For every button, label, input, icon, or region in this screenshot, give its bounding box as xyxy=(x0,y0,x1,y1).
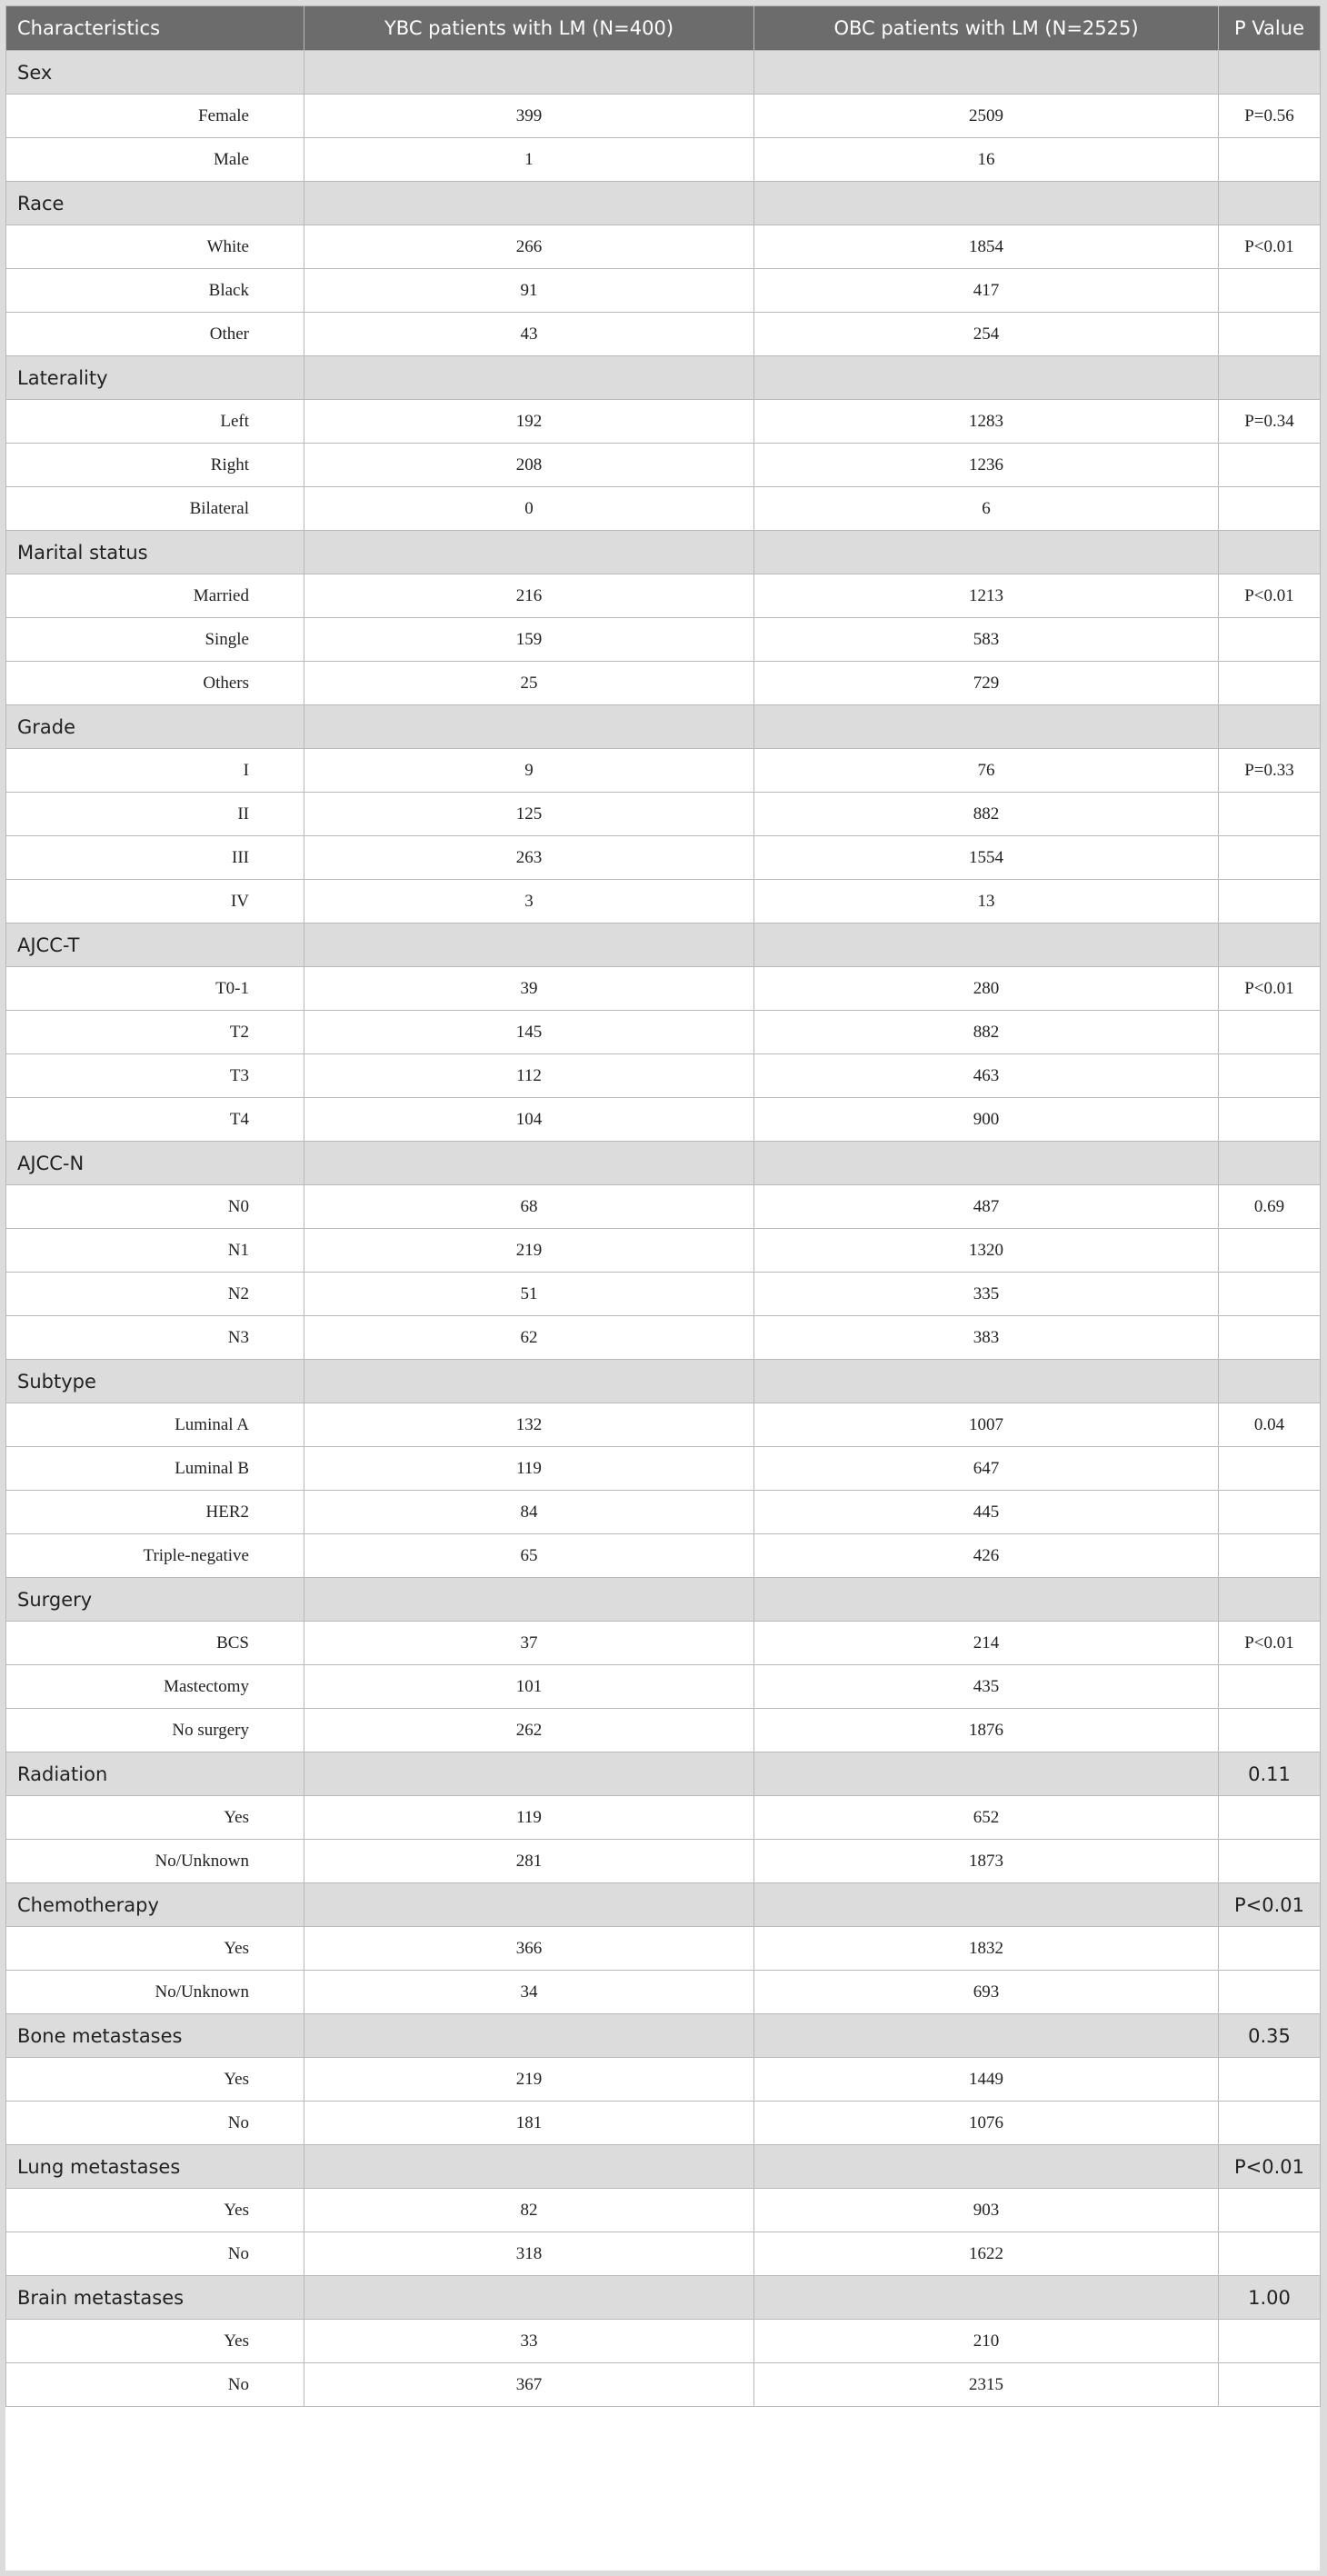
row-label: Others xyxy=(6,662,304,705)
table-row xyxy=(6,1185,1321,1229)
category-row xyxy=(6,2276,1321,2320)
ybc-value: 266 xyxy=(304,225,754,269)
category-pvalue xyxy=(1219,356,1321,400)
category-ybc-cell xyxy=(304,1752,754,1796)
category-row xyxy=(6,356,1321,400)
table-row xyxy=(6,1491,1321,1534)
p-value xyxy=(1219,1971,1321,2014)
table-row xyxy=(6,1622,1321,1665)
table-row xyxy=(6,313,1321,356)
category-obc-cell xyxy=(754,356,1219,400)
category-obc-cell xyxy=(754,2276,1219,2320)
table-row xyxy=(6,1011,1321,1054)
table-row xyxy=(6,2232,1321,2276)
category-ybc-cell xyxy=(304,1142,754,1185)
category-label: Subtype xyxy=(6,1360,304,1403)
row-label: Other xyxy=(6,313,304,356)
row-label: N3 xyxy=(6,1316,304,1360)
table-row xyxy=(6,618,1321,662)
row-label: T4 xyxy=(6,1098,304,1142)
category-ybc-cell xyxy=(304,2145,754,2189)
obc-value: 1622 xyxy=(754,2232,1219,2276)
row-label: Yes xyxy=(6,2058,304,2102)
table-row xyxy=(6,1403,1321,1447)
row-label: Yes xyxy=(6,1796,304,1840)
category-label: Radiation xyxy=(6,1752,304,1796)
ybc-value: 145 xyxy=(304,1011,754,1054)
row-label: Black xyxy=(6,269,304,313)
table-row xyxy=(6,2320,1321,2363)
category-label: Sex xyxy=(6,51,304,95)
table-container xyxy=(5,5,1320,2571)
p-value xyxy=(1219,618,1321,662)
category-row xyxy=(6,51,1321,95)
category-row xyxy=(6,1578,1321,1622)
table-row xyxy=(6,225,1321,269)
header-characteristics: Characteristics xyxy=(6,6,304,51)
p-value xyxy=(1219,1011,1321,1054)
table-row xyxy=(6,793,1321,836)
p-value xyxy=(1219,1927,1321,1971)
ybc-value: 318 xyxy=(304,2232,754,2276)
category-pvalue: 0.11 xyxy=(1219,1752,1321,1796)
category-pvalue: P<0.01 xyxy=(1219,1883,1321,1927)
obc-value: 1320 xyxy=(754,1229,1219,1273)
row-label: II xyxy=(6,793,304,836)
category-label: Race xyxy=(6,182,304,225)
ybc-value: 262 xyxy=(304,1709,754,1752)
obc-value: 254 xyxy=(754,313,1219,356)
obc-value: 729 xyxy=(754,662,1219,705)
category-obc-cell xyxy=(754,182,1219,225)
obc-value: 435 xyxy=(754,1665,1219,1709)
table-row xyxy=(6,1971,1321,2014)
category-row xyxy=(6,1360,1321,1403)
row-label: White xyxy=(6,225,304,269)
p-value: P<0.01 xyxy=(1219,225,1321,269)
obc-value: 693 xyxy=(754,1971,1219,2014)
table-row xyxy=(6,1447,1321,1491)
category-row xyxy=(6,2014,1321,2058)
row-label: Married xyxy=(6,574,304,618)
table-row xyxy=(6,1927,1321,1971)
category-obc-cell xyxy=(754,531,1219,574)
p-value: P<0.01 xyxy=(1219,967,1321,1011)
p-value xyxy=(1219,2232,1321,2276)
p-value xyxy=(1219,1840,1321,1883)
obc-value: 882 xyxy=(754,793,1219,836)
table-row xyxy=(6,2363,1321,2407)
obc-value: 1873 xyxy=(754,1840,1219,1883)
p-value xyxy=(1219,2189,1321,2232)
table-row xyxy=(6,2189,1321,2232)
p-value xyxy=(1219,1229,1321,1273)
table-row xyxy=(6,1709,1321,1752)
category-obc-cell xyxy=(754,705,1219,749)
table-row xyxy=(6,967,1321,1011)
table-row xyxy=(6,269,1321,313)
obc-value: 335 xyxy=(754,1273,1219,1316)
category-row xyxy=(6,2145,1321,2189)
category-ybc-cell xyxy=(304,1360,754,1403)
category-pvalue xyxy=(1219,1360,1321,1403)
obc-value: 417 xyxy=(754,269,1219,313)
row-label: Luminal B xyxy=(6,1447,304,1491)
obc-value: 900 xyxy=(754,1098,1219,1142)
category-obc-cell xyxy=(754,2014,1219,2058)
category-obc-cell xyxy=(754,1883,1219,1927)
ybc-value: 51 xyxy=(304,1273,754,1316)
row-label: No xyxy=(6,2363,304,2407)
category-label: AJCC-N xyxy=(6,1142,304,1185)
p-value xyxy=(1219,793,1321,836)
row-label: BCS xyxy=(6,1622,304,1665)
table-row xyxy=(6,95,1321,138)
p-value xyxy=(1219,1316,1321,1360)
ybc-value: 216 xyxy=(304,574,754,618)
obc-value: 16 xyxy=(754,138,1219,182)
ybc-value: 159 xyxy=(304,618,754,662)
ybc-value: 208 xyxy=(304,444,754,487)
row-label: No surgery xyxy=(6,1709,304,1752)
table-row xyxy=(6,836,1321,880)
category-row xyxy=(6,182,1321,225)
table-row xyxy=(6,1796,1321,1840)
category-row xyxy=(6,924,1321,967)
category-pvalue: 0.35 xyxy=(1219,2014,1321,2058)
obc-value: 1854 xyxy=(754,225,1219,269)
p-value xyxy=(1219,269,1321,313)
category-ybc-cell xyxy=(304,924,754,967)
p-value: P=0.33 xyxy=(1219,749,1321,793)
ybc-value: 37 xyxy=(304,1622,754,1665)
obc-value: 1876 xyxy=(754,1709,1219,1752)
ybc-value: 33 xyxy=(304,2320,754,2363)
obc-value: 1213 xyxy=(754,574,1219,618)
ybc-value: 181 xyxy=(304,2102,754,2145)
category-pvalue xyxy=(1219,531,1321,574)
obc-value: 463 xyxy=(754,1054,1219,1098)
row-label: T0-1 xyxy=(6,967,304,1011)
table-row xyxy=(6,662,1321,705)
p-value: P=0.56 xyxy=(1219,95,1321,138)
category-obc-cell xyxy=(754,2145,1219,2189)
category-ybc-cell xyxy=(304,531,754,574)
table-row xyxy=(6,1273,1321,1316)
category-pvalue xyxy=(1219,705,1321,749)
ybc-value: 34 xyxy=(304,1971,754,2014)
category-ybc-cell xyxy=(304,356,754,400)
category-label: AJCC-T xyxy=(6,924,304,967)
row-label: IV xyxy=(6,880,304,924)
obc-value: 426 xyxy=(754,1534,1219,1578)
category-label: Surgery xyxy=(6,1578,304,1622)
row-label: Bilateral xyxy=(6,487,304,531)
row-label: Right xyxy=(6,444,304,487)
p-value xyxy=(1219,1491,1321,1534)
category-label: Laterality xyxy=(6,356,304,400)
category-ybc-cell xyxy=(304,2276,754,2320)
obc-value: 2509 xyxy=(754,95,1219,138)
ybc-value: 65 xyxy=(304,1534,754,1578)
header-ybc: YBC patients with LM (N=400) xyxy=(304,6,754,51)
row-label: N0 xyxy=(6,1185,304,1229)
obc-value: 583 xyxy=(754,618,1219,662)
p-value: P<0.01 xyxy=(1219,1622,1321,1665)
ybc-value: 281 xyxy=(304,1840,754,1883)
obc-value: 647 xyxy=(754,1447,1219,1491)
table-row xyxy=(6,2058,1321,2102)
category-ybc-cell xyxy=(304,2014,754,2058)
table-row xyxy=(6,487,1321,531)
ybc-value: 43 xyxy=(304,313,754,356)
category-ybc-cell xyxy=(304,1883,754,1927)
characteristics-table xyxy=(5,5,1321,2407)
ybc-value: 132 xyxy=(304,1403,754,1447)
row-label: Triple-negative xyxy=(6,1534,304,1578)
category-obc-cell xyxy=(754,1142,1219,1185)
p-value xyxy=(1219,444,1321,487)
obc-value: 2315 xyxy=(754,2363,1219,2407)
table-row xyxy=(6,1665,1321,1709)
category-ybc-cell xyxy=(304,1578,754,1622)
ybc-value: 68 xyxy=(304,1185,754,1229)
row-label: Mastectomy xyxy=(6,1665,304,1709)
row-label: T2 xyxy=(6,1011,304,1054)
ybc-value: 263 xyxy=(304,836,754,880)
p-value xyxy=(1219,1447,1321,1491)
obc-value: 13 xyxy=(754,880,1219,924)
ybc-value: 399 xyxy=(304,95,754,138)
ybc-value: 82 xyxy=(304,2189,754,2232)
obc-value: 1076 xyxy=(754,2102,1219,2145)
table-row xyxy=(6,1316,1321,1360)
category-pvalue xyxy=(1219,182,1321,225)
obc-value: 1832 xyxy=(754,1927,1219,1971)
table-row xyxy=(6,1534,1321,1578)
header-obc: OBC patients with LM (N=2525) xyxy=(754,6,1219,51)
category-pvalue xyxy=(1219,51,1321,95)
row-label: HER2 xyxy=(6,1491,304,1534)
category-row xyxy=(6,531,1321,574)
ybc-value: 192 xyxy=(304,400,754,444)
table-row xyxy=(6,574,1321,618)
category-label: Grade xyxy=(6,705,304,749)
table-row xyxy=(6,1054,1321,1098)
obc-value: 1007 xyxy=(754,1403,1219,1447)
ybc-value: 101 xyxy=(304,1665,754,1709)
row-label: Female xyxy=(6,95,304,138)
category-label: Chemotherapy xyxy=(6,1883,304,1927)
table-row xyxy=(6,444,1321,487)
table-row xyxy=(6,2102,1321,2145)
obc-value: 882 xyxy=(754,1011,1219,1054)
obc-value: 1449 xyxy=(754,2058,1219,2102)
p-value xyxy=(1219,880,1321,924)
category-ybc-cell xyxy=(304,182,754,225)
ybc-value: 119 xyxy=(304,1447,754,1491)
category-pvalue: 1.00 xyxy=(1219,2276,1321,2320)
obc-value: 210 xyxy=(754,2320,1219,2363)
p-value xyxy=(1219,836,1321,880)
ybc-value: 125 xyxy=(304,793,754,836)
p-value xyxy=(1219,1098,1321,1142)
category-obc-cell xyxy=(754,924,1219,967)
obc-value: 903 xyxy=(754,2189,1219,2232)
category-ybc-cell xyxy=(304,705,754,749)
category-pvalue xyxy=(1219,1142,1321,1185)
p-value xyxy=(1219,1054,1321,1098)
ybc-value: 84 xyxy=(304,1491,754,1534)
ybc-value: 219 xyxy=(304,2058,754,2102)
row-label: No xyxy=(6,2232,304,2276)
category-pvalue xyxy=(1219,1578,1321,1622)
table-row xyxy=(6,400,1321,444)
obc-value: 214 xyxy=(754,1622,1219,1665)
obc-value: 1283 xyxy=(754,400,1219,444)
table-row xyxy=(6,138,1321,182)
obc-value: 1554 xyxy=(754,836,1219,880)
obc-value: 6 xyxy=(754,487,1219,531)
obc-value: 487 xyxy=(754,1185,1219,1229)
obc-value: 652 xyxy=(754,1796,1219,1840)
row-label: Yes xyxy=(6,1927,304,1971)
row-label: I xyxy=(6,749,304,793)
table-row xyxy=(6,749,1321,793)
row-label: Yes xyxy=(6,2320,304,2363)
table-body xyxy=(6,51,1321,2407)
table-row xyxy=(6,1840,1321,1883)
ybc-value: 91 xyxy=(304,269,754,313)
p-value xyxy=(1219,1709,1321,1752)
ybc-value: 0 xyxy=(304,487,754,531)
p-value xyxy=(1219,1796,1321,1840)
ybc-value: 366 xyxy=(304,1927,754,1971)
p-value xyxy=(1219,1273,1321,1316)
obc-value: 76 xyxy=(754,749,1219,793)
ybc-value: 9 xyxy=(304,749,754,793)
p-value xyxy=(1219,1665,1321,1709)
p-value xyxy=(1219,2102,1321,2145)
category-obc-cell xyxy=(754,1752,1219,1796)
category-obc-cell xyxy=(754,1578,1219,1622)
table-row xyxy=(6,1098,1321,1142)
p-value xyxy=(1219,313,1321,356)
row-label: N1 xyxy=(6,1229,304,1273)
ybc-value: 3 xyxy=(304,880,754,924)
p-value: P=0.34 xyxy=(1219,400,1321,444)
header-row xyxy=(6,6,1321,51)
p-value xyxy=(1219,1534,1321,1578)
p-value: P<0.01 xyxy=(1219,574,1321,618)
obc-value: 383 xyxy=(754,1316,1219,1360)
p-value: 0.04 xyxy=(1219,1403,1321,1447)
p-value xyxy=(1219,2320,1321,2363)
row-label: T3 xyxy=(6,1054,304,1098)
category-pvalue: P<0.01 xyxy=(1219,2145,1321,2189)
obc-value: 445 xyxy=(754,1491,1219,1534)
category-obc-cell xyxy=(754,51,1219,95)
ybc-value: 367 xyxy=(304,2363,754,2407)
p-value xyxy=(1219,2058,1321,2102)
category-obc-cell xyxy=(754,1360,1219,1403)
category-label: Lung metastases xyxy=(6,2145,304,2189)
obc-value: 280 xyxy=(754,967,1219,1011)
header-pvalue: P Value xyxy=(1219,6,1321,51)
ybc-value: 1 xyxy=(304,138,754,182)
category-ybc-cell xyxy=(304,51,754,95)
table-row xyxy=(6,880,1321,924)
category-label: Marital status xyxy=(6,531,304,574)
category-row xyxy=(6,1883,1321,1927)
ybc-value: 104 xyxy=(304,1098,754,1142)
ybc-value: 219 xyxy=(304,1229,754,1273)
category-row xyxy=(6,1142,1321,1185)
row-label: N2 xyxy=(6,1273,304,1316)
row-label: Yes xyxy=(6,2189,304,2232)
category-label: Bone metastases xyxy=(6,2014,304,2058)
table-row xyxy=(6,1229,1321,1273)
p-value xyxy=(1219,662,1321,705)
p-value xyxy=(1219,487,1321,531)
category-row xyxy=(6,705,1321,749)
p-value: 0.69 xyxy=(1219,1185,1321,1229)
ybc-value: 62 xyxy=(304,1316,754,1360)
p-value xyxy=(1219,138,1321,182)
ybc-value: 25 xyxy=(304,662,754,705)
row-label: No xyxy=(6,2102,304,2145)
row-label: No/Unknown xyxy=(6,1840,304,1883)
row-label: III xyxy=(6,836,304,880)
p-value xyxy=(1219,2363,1321,2407)
ybc-value: 119 xyxy=(304,1796,754,1840)
row-label: Left xyxy=(6,400,304,444)
obc-value: 1236 xyxy=(754,444,1219,487)
category-row xyxy=(6,1752,1321,1796)
row-label: Luminal A xyxy=(6,1403,304,1447)
row-label: Male xyxy=(6,138,304,182)
category-pvalue xyxy=(1219,924,1321,967)
category-label: Brain metastases xyxy=(6,2276,304,2320)
row-label: No/Unknown xyxy=(6,1971,304,2014)
row-label: Single xyxy=(6,618,304,662)
ybc-value: 112 xyxy=(304,1054,754,1098)
ybc-value: 39 xyxy=(304,967,754,1011)
